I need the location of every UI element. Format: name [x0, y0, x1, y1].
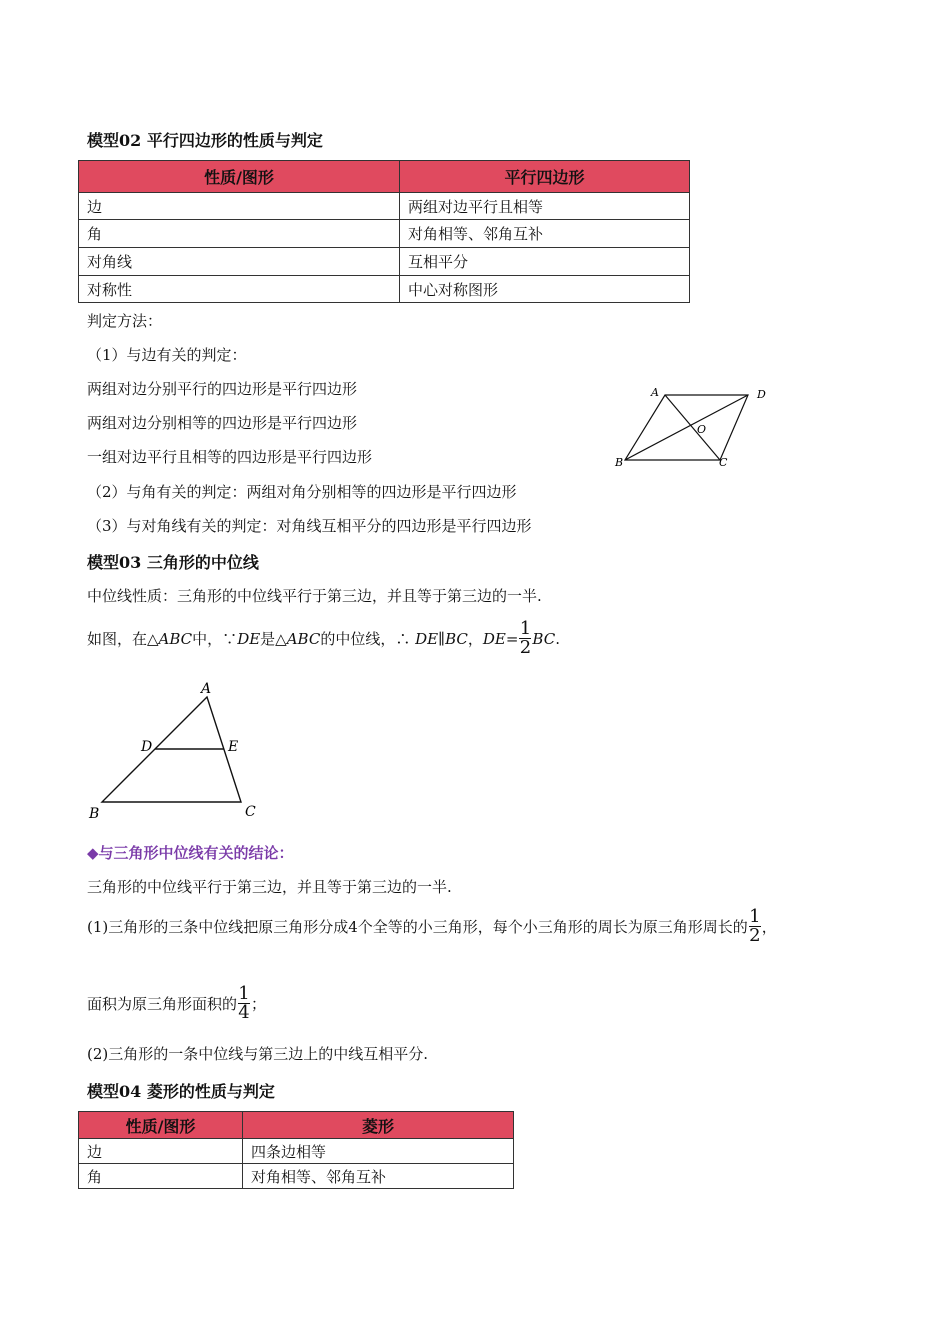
table-cell: 边: [79, 1139, 243, 1164]
example-text: 如图，在△: [87, 630, 159, 648]
conclusion-text: (1)三角形的三条中位线把原三角形分成4个全等的小三角形，每个小三角形的周长为原三角形周长的: [87, 918, 748, 936]
example-var: BC: [445, 629, 468, 648]
point-label-e: E: [228, 739, 239, 755]
midline-example: [87, 620, 560, 657]
table-header: 平行四边形: [400, 161, 690, 193]
diagonal-bd: [625, 395, 748, 460]
diagonal-ac: [665, 395, 720, 460]
triangle-midline-figure: [85, 678, 265, 823]
example-text: 是△: [260, 630, 287, 648]
side-criterion: 一组对边平行且相等的四边形是平行四边形: [87, 448, 373, 466]
method-title: 判定方法：: [87, 312, 163, 330]
table-row: [79, 1164, 514, 1189]
conclusion-title: ◆与三角形中位线有关的结论：: [87, 844, 294, 862]
vertex-label-d: D: [757, 388, 766, 401]
conclusion-intro: 三角形的中位线平行于第三边，并且等于第三边的一半.: [87, 878, 452, 896]
fraction-denominator: 2: [519, 637, 532, 658]
table-row: [79, 276, 690, 303]
example-var: BC: [532, 629, 556, 648]
table-cell: 角: [79, 1164, 243, 1189]
table-cell: 两组对边平行且相等: [400, 193, 690, 220]
table-cell: 边: [79, 193, 400, 220]
model02-title: 模型02 平行四边形的性质与判定: [87, 131, 323, 150]
conclusion-text: ，: [761, 918, 777, 936]
conclusion-text: 面积为原三角形面积的: [87, 995, 238, 1013]
parallelogram-figure: [605, 380, 785, 475]
table-cell: 对角相等、邻角互补: [400, 220, 690, 248]
example-text: =: [505, 629, 519, 648]
example-var: DE: [482, 629, 506, 648]
table-cell: 中心对称图形: [400, 276, 690, 303]
vertex-label-c: C: [245, 804, 256, 820]
conclusion-text: ；: [251, 995, 267, 1013]
fraction-one-half: [749, 908, 761, 945]
side-criterion: 两组对边分别相等的四边形是平行四边形: [87, 414, 358, 432]
vertex-label-a: A: [201, 681, 212, 697]
vertex-label-a: A: [651, 386, 659, 399]
parallelogram-property-table: [78, 160, 690, 303]
rhombus-property-table: [78, 1111, 514, 1189]
example-var: ABC: [286, 629, 321, 648]
table-cell: 互相平分: [400, 248, 690, 276]
side-criterion: 两组对边分别平行的四边形是平行四边形: [87, 380, 358, 398]
table-row: [79, 220, 690, 248]
table-cell: 对角相等、邻角互补: [243, 1164, 514, 1189]
table-cell: 四条边相等: [243, 1139, 514, 1164]
example-text: ，: [467, 630, 483, 648]
fraction-numerator: 1: [749, 906, 761, 927]
conclusion-2: (2)三角形的一条中位线与第三边上的中线互相平分.: [87, 1045, 429, 1063]
model04-title: 模型04 菱形的性质与判定: [87, 1082, 275, 1101]
model03-title: 模型03 三角形的中位线: [87, 553, 259, 572]
vertex-label-c: C: [719, 456, 728, 469]
fraction-denominator: 2: [749, 925, 761, 946]
table-row: [79, 248, 690, 276]
table-cell: 对称性: [79, 276, 400, 303]
conclusion-1: [87, 908, 777, 945]
fraction-numerator: 1: [519, 618, 532, 639]
fraction-one-half: [519, 620, 531, 657]
example-text: 中，∵: [192, 630, 238, 648]
example-var: DE: [237, 629, 261, 648]
center-label-o: O: [697, 423, 707, 436]
example-text: 的中位线，∴: [320, 630, 411, 648]
table-header: 性质/图形: [79, 161, 400, 193]
example-var: DE: [415, 629, 439, 648]
vertex-label-b: B: [89, 806, 100, 822]
side-criteria-title: （1）与边有关的判定：: [87, 346, 247, 364]
angle-criterion: （2）与角有关的判定：两组对角分别相等的四边形是平行四边形: [87, 483, 517, 501]
table-header: 菱形: [243, 1112, 514, 1139]
vertex-label-b: B: [615, 456, 624, 469]
conclusion-1b: [87, 985, 266, 1022]
fraction-one-quarter: [238, 985, 250, 1022]
table-header: 性质/图形: [79, 1112, 243, 1139]
diagonal-criterion: （3）与对角线有关的判定：对角线互相平分的四边形是平行四边形: [87, 517, 532, 535]
fraction-numerator: 1: [238, 983, 250, 1004]
point-label-d: D: [141, 739, 153, 755]
fraction-denominator: 4: [238, 1002, 250, 1023]
table-row: [79, 193, 690, 220]
table-cell: 角: [79, 220, 400, 248]
example-var: ABC: [158, 629, 193, 648]
example-text: .: [555, 629, 560, 648]
table-cell: 对角线: [79, 248, 400, 276]
table-row: [79, 1139, 514, 1164]
midline-property: 中位线性质：三角形的中位线平行于第三边，并且等于第三边的一半.: [87, 587, 542, 605]
parallel-symbol: ∥: [438, 629, 446, 648]
